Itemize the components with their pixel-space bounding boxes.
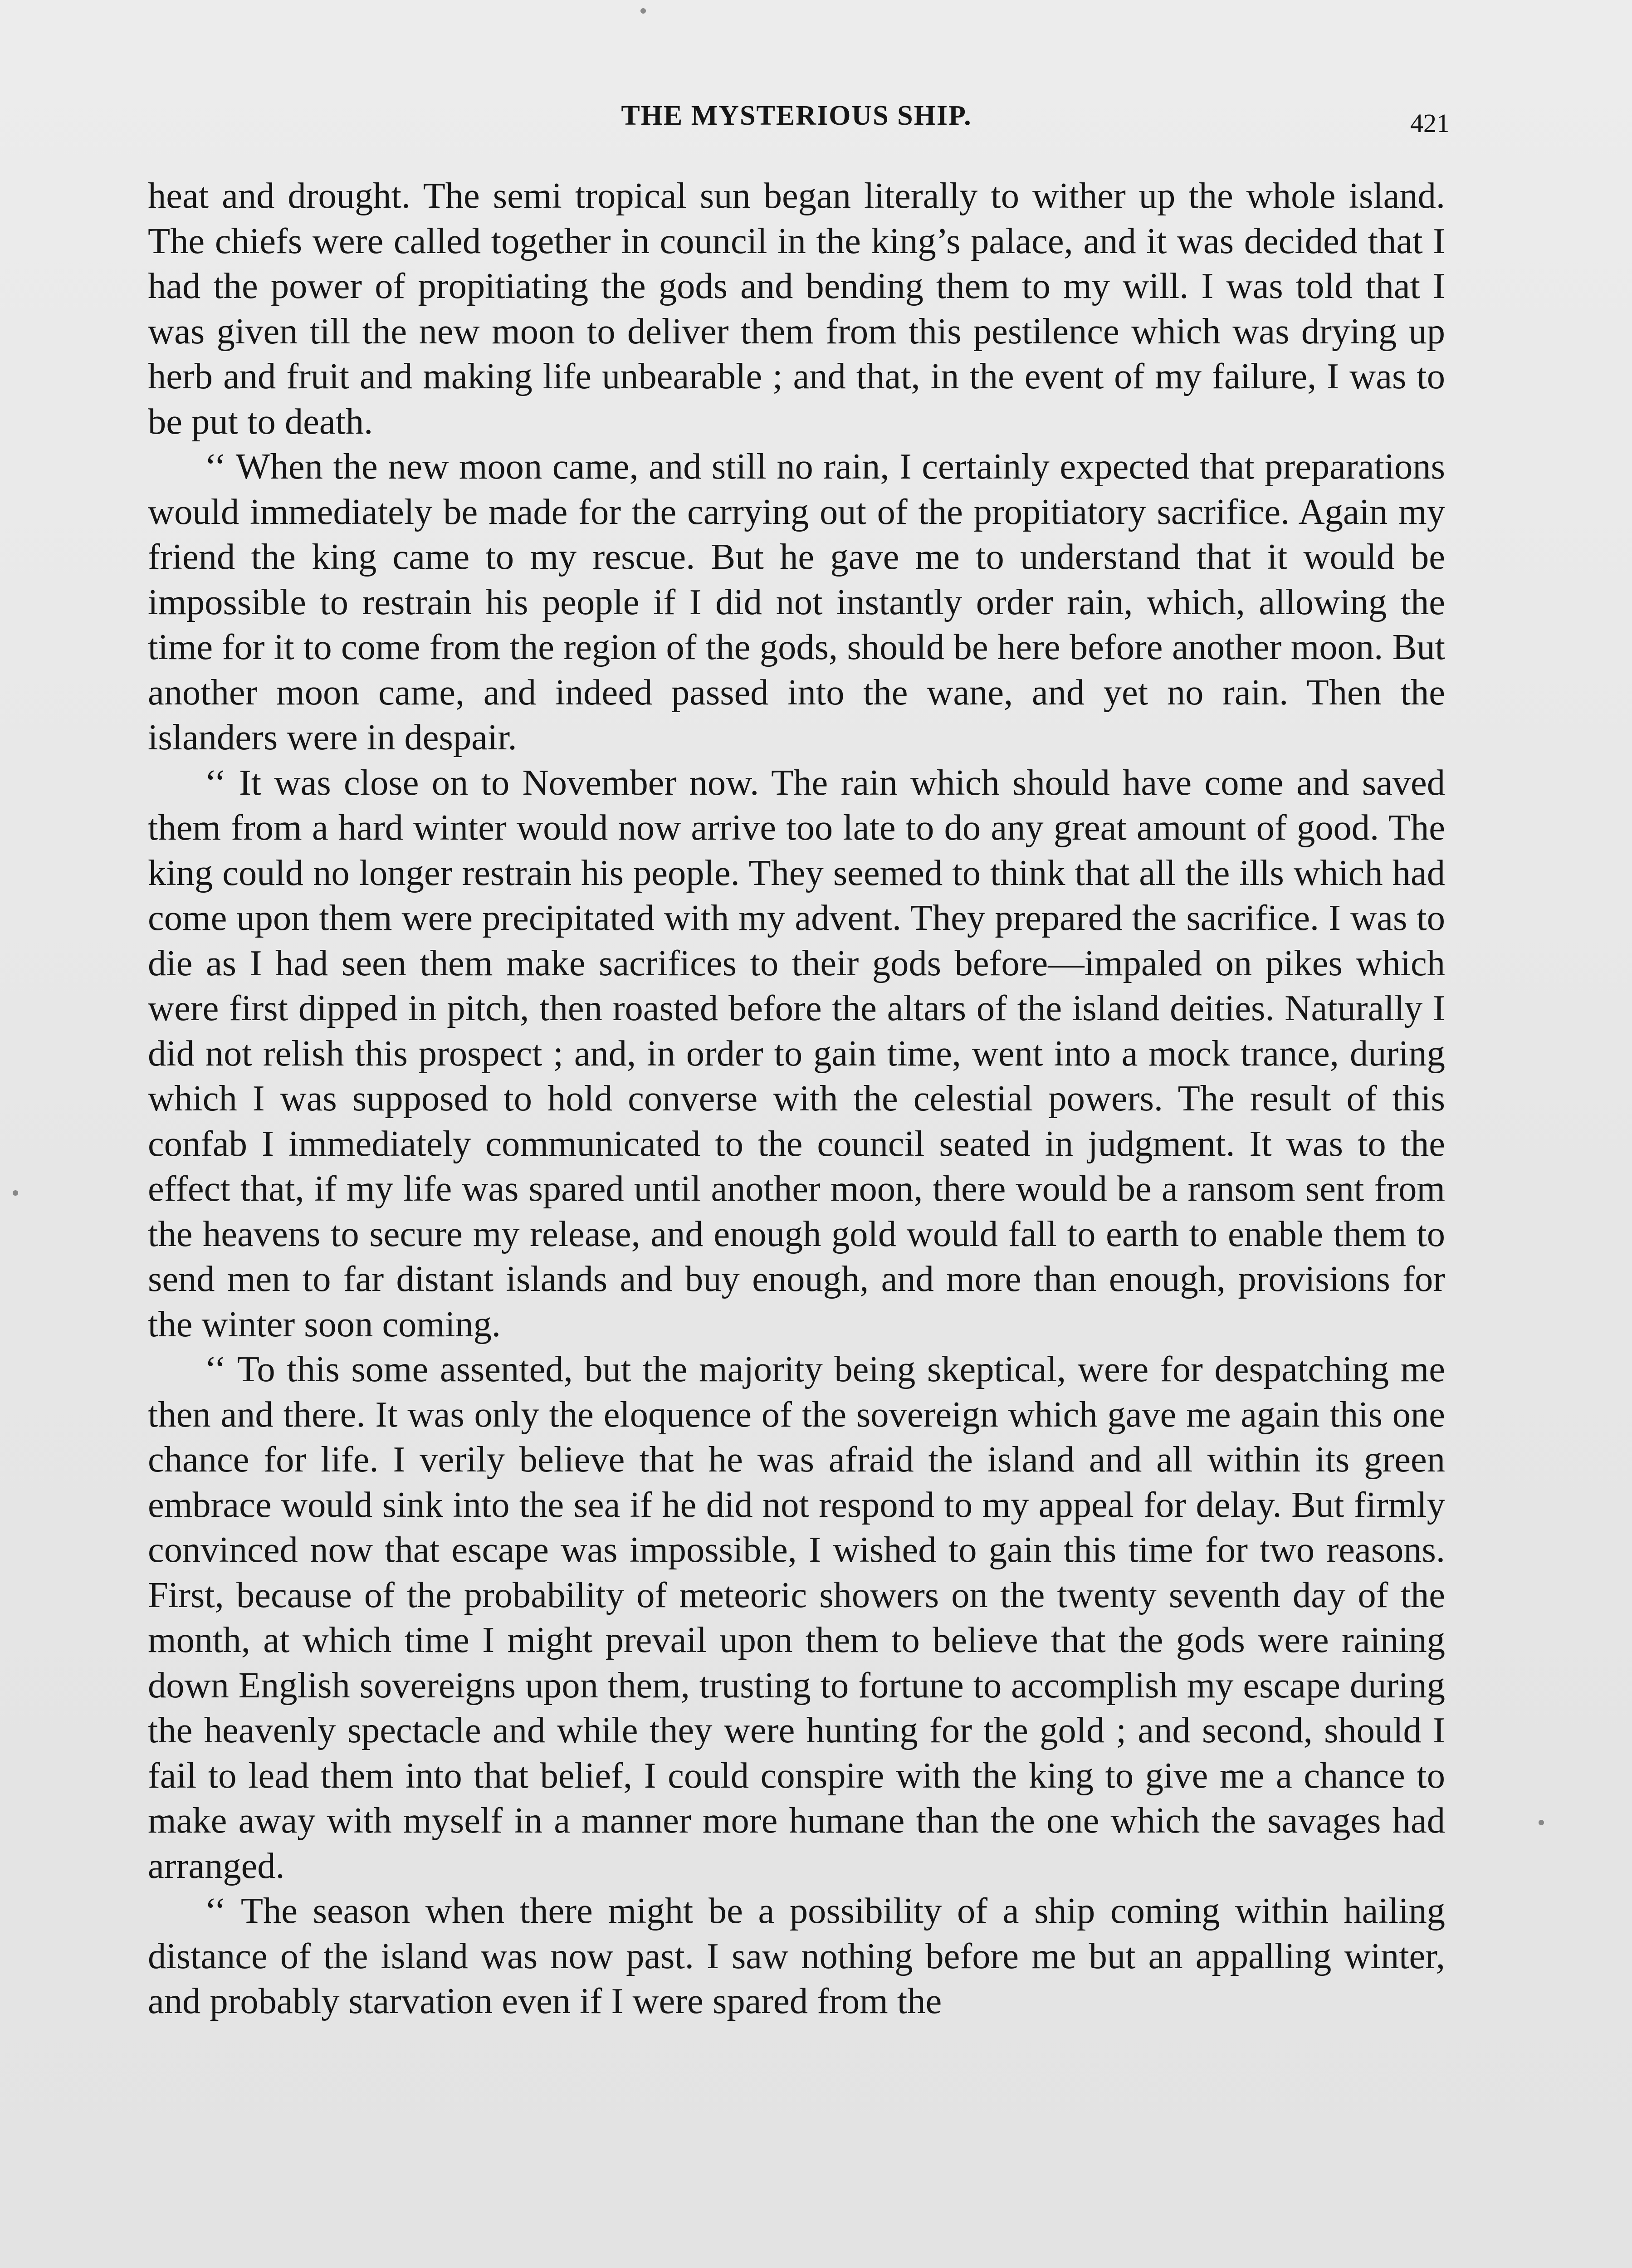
print-speck (640, 8, 646, 14)
running-title: THE MYSTERIOUS SHIP. (621, 100, 972, 131)
paragraph-1: heat and drought. The semi tropical sun began literally to wither up the whole island. The chiefs were called together in council in the king’s palace, and it was decided that I had the power of propitiating the gods and bending them to my will. I was told that I was given till the new moon to deliver them from this pestilence which was drying up herb and fruit and making life unbearable ; and that, in the event of my failure, I was to be put to death. (148, 176, 1445, 442)
paragraph-4: ‘‘ To this some assented, but the majority being skeptical, were for despatching me then and there. It was only the eloquence of the sovereign which gave me again this one chance for life. I verily believe that he was afraid the island and all within its green embrace would sink into the sea if he did not respond to my appeal for delay. But firmly convinced now that escape was impossible, I wished to gain this time for two reasons. First, because of the probability of meteoric showers on the twenty seventh day of the month, at which time I might prevail upon them to believe that the gods were raining down English sovereigns upon them, trusting to fortune to accomplish my escape during the heavenly spectacle and while they were hunting for the gold ; and second, should I fail to lead them into that belief, I could conspire with the king to give me a chance to make away with myself in a manner more humane than the one which the savages had arranged. (148, 1349, 1445, 1886)
print-speck (1539, 1820, 1544, 1825)
page-number: 421 (1410, 108, 1450, 138)
paragraph-5: ‘‘ The season when there might be a possibility of a ship coming within hailing distance of the island was now past. I saw nothing before me but an appalling winter, and probably starvation even if I were spared from the (148, 1891, 1445, 2021)
print-speck (13, 1190, 18, 1196)
running-head (148, 91, 1450, 150)
body-text (148, 173, 1445, 2024)
paragraph-2: ‘‘ When the new moon came, and still no rain, I certainly expected that preparations would immediately be made for the carrying out of the propitiatory sacrifice. Again my friend the king came to my rescue. But he gave me to understand that it would be impossible to restrain his people if I did not instantly order rain, which, allowing the time for it to come from the region of the gods, should be here before another moon. But another moon came, and indeed passed into the wane, and yet no rain. Then the islanders were in despair. (148, 446, 1445, 758)
paragraph-3: ‘‘ It was close on to November now. The rain which should have come and saved them from a hard winter would now arrive too late to do any great amount of good. The king could no longer restrain his people. They seemed to think that all the ills which had come upon them were precipitated with my advent. They prepared the sacrifice. I was to die as I had seen them make sacrifices to their gods before—impaled on pikes which were first dipped in pitch, then roasted before the altars of the island deities. Naturally I did not relish this prospect ; and, in order to gain time, went into a mock trance, during which I was supposed to hold converse with the celestial powers. The result of this confab I immediately communicated to the council seated in judgment. It was to the effect that, if my life was spared until another moon, there would be a ransom sent from the heavens to secure my release, and enough gold would fall to earth to enable them to send men to far distant islands and buy enough, and more than enough, provisions for the winter soon coming. (148, 762, 1445, 1344)
